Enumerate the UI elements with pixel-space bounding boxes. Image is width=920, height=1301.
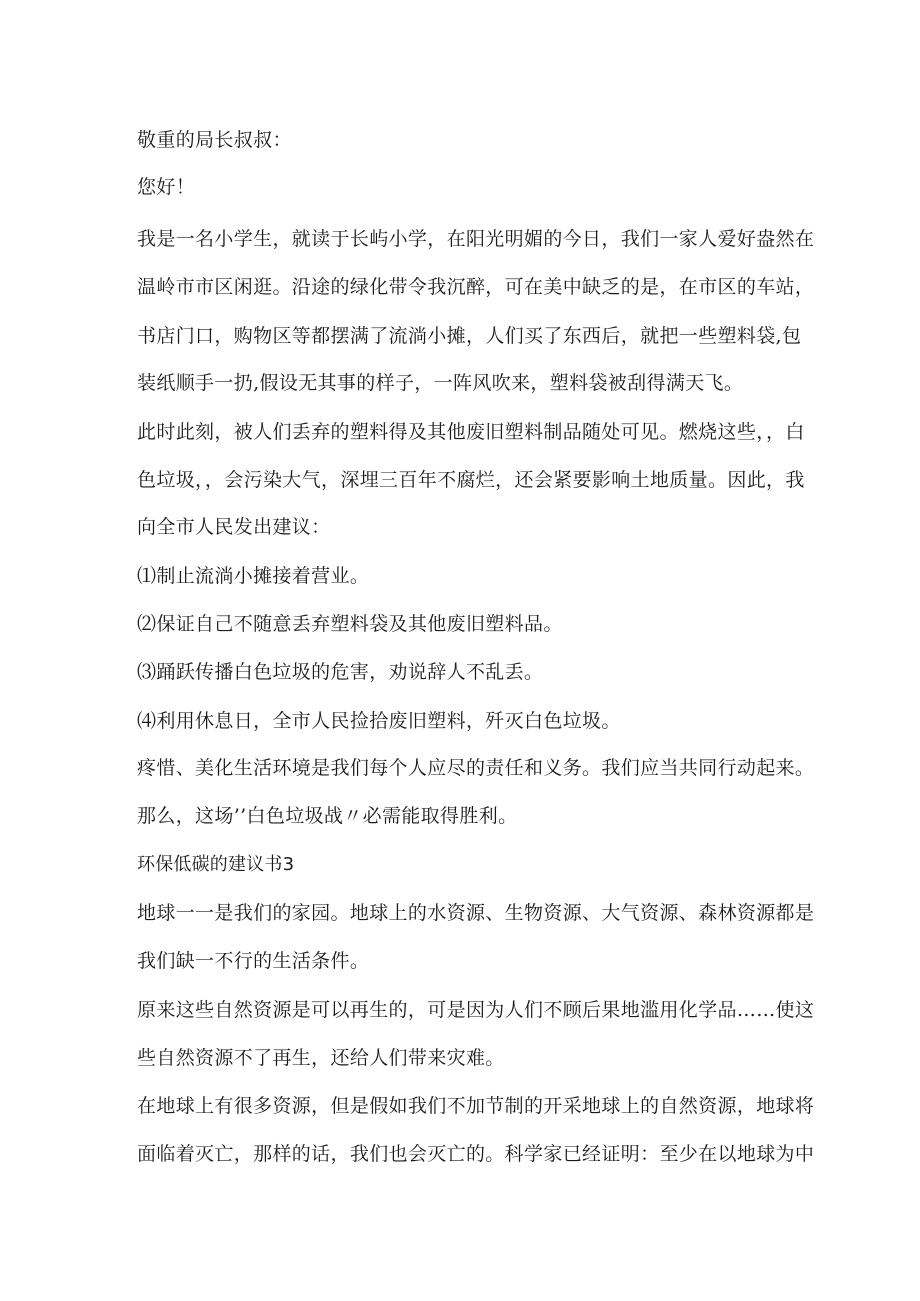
paragraph-3-line-2: 那么，这场’’白色垃圾战〃必需能取得胜利。	[137, 805, 518, 827]
paragraph-2-line-1: 此时此刻，被人们丢弃的塑料得及其他废旧塑料制品随处可见。燃烧这些，，白	[137, 421, 805, 443]
paragraph-2-line-3: 向全市人民发出建议：	[137, 516, 331, 538]
paragraph-5-line-2: 些自然资源不了再生，还给人们带来灾难。	[137, 1047, 505, 1069]
paragraph-5-line-1: 原来这些自然资源是可以再生的，可是因为人们不顾后果地滥用化学品……使这	[137, 999, 815, 1021]
paragraph-6-line-2: 面临着灭亡，那样的话，我们也会灭亡的。科学家已经证明：至少在以地球为中	[137, 1143, 815, 1165]
salutation-line: 敬重的局长叔叔：	[137, 129, 292, 151]
paragraph-6-line-1: 在地球上有很多资源，但是假如我们不加节制的开采地球上的自然资源，地球将	[137, 1095, 815, 1117]
list-item-1: ⑴制止流淌小摊接着营业。	[137, 565, 370, 587]
paragraph-4-line-1: 地球一一是我们的家园。地球上的水资源、生物资源、大气资源、森林资源都是	[137, 902, 815, 924]
list-item-3: ⑶踊跃传播白色垃圾的危害，劝说辞人不乱丢。	[137, 661, 544, 683]
section-heading: 环保低碳的建议书3	[137, 854, 295, 875]
paragraph-4-line-2: 我们缺一不行的生活条件。	[137, 950, 370, 972]
paragraph-1-line-1: 我是一名小学生，就读于长屿小学，在阳光明媚的今日，我们一家人爱好盎然在	[137, 228, 815, 250]
paragraph-3-line-1: 疼惜、美化生活环境是我们每个人应尽的责任和义务。我们应当共同行动起来。	[137, 757, 815, 779]
paragraph-1-line-2: 温岭市市区闲逛。沿途的绿化带令我沉醉，可在美中缺乏的是，在市区的车站，	[137, 276, 815, 298]
paragraph-1-line-3: 书店门口，购物区等都摆满了流淌小摊，人们买了东西后，就把一些塑料袋,包	[137, 325, 802, 347]
list-item-4: ⑷利用休息日，全市人民捡拾废旧塑料，歼灭白色垃圾。	[137, 710, 621, 732]
list-item-2: ⑵保证自己不随意丢弃塑料袋及其他废旧塑料品。	[137, 613, 563, 635]
paragraph-1-line-4: 装纸顺手一扔,假设无其事的样子，一阵风吹来，塑料袋被刮得满天飞。	[137, 372, 744, 394]
paragraph-2-line-2: 色垃圾，，会污染大气，深埋三百年不腐烂，还会紧要影响土地质量。因此，我	[137, 469, 805, 491]
greeting-line: 您好！	[137, 176, 196, 198]
